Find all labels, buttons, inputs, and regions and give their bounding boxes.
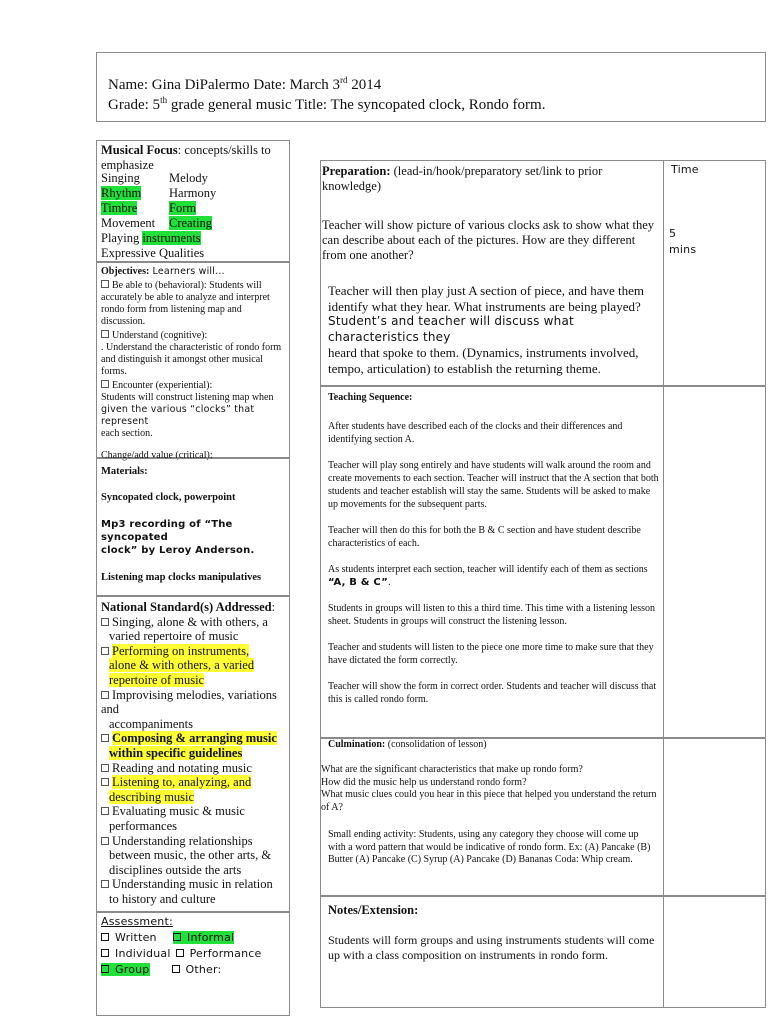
materials-section: Materials: Syncopated clock, powerpoint Mp3 recording of “The syncopated clock” by Leroy Anderson. Listening map clocks manipulatives bbox=[96, 458, 290, 596]
checkbox-icon bbox=[101, 880, 109, 888]
teaching-sequence-section: Teaching Sequence: After students have described each of the clocks and their differences and identifying section A. Teacher will play song entirely and have students will walk around the room and create movements to each section. Teacher will instruct that the A section that both students and teacher establish will stay the same. Students will be asked to make up movements for the subsequent parts. Teacher will then do this for both the B & C section and have student describe characteristics of each. As students interpret each section, teacher will identify each of them as sections “A, B & C”. Students in groups will listen to this a third time. This time with a listening lesson sheet. Students in groups will construct the listening lesson. Teacher and students will listen to the piece one more time to make sure that they have dictated the form correctly. Teacher will show the form in correct order. Students and teacher will discuss that this is called rondo form. bbox=[320, 386, 664, 738]
checkbox-icon bbox=[101, 330, 109, 338]
checkbox-icon bbox=[101, 949, 109, 957]
checkbox-icon bbox=[101, 647, 109, 655]
checkbox-icon bbox=[101, 965, 109, 973]
notes-section: Notes/Extension: Students will form groups and using instruments students will come up with a class composition on instruments in rondo form. bbox=[320, 896, 664, 1008]
assessment-section: Assessment: Written Informal Individual Performance Group Other: bbox=[96, 912, 290, 1016]
header-name-line: Name: Gina DiPalermo Date: March 3rd 2014 bbox=[108, 75, 382, 93]
header-grade-line: Grade: 5th grade general music Title: The syncopated clock, Rondo form. bbox=[108, 95, 546, 113]
checkbox-icon bbox=[101, 618, 109, 626]
checkbox-icon bbox=[101, 933, 109, 941]
checkbox-icon bbox=[101, 807, 109, 815]
checkbox-icon bbox=[173, 933, 181, 941]
checkbox-icon bbox=[101, 280, 109, 288]
national-standards-section: National Standard(s) Addressed: Singing, alone & with others, a varied repertoire of music Performing on instruments, alone & with others, a varied repertoire of music Improvising melodies, variations and accompaniments Composing & arranging music within specific guidelines Reading and notating music Listening to, analyzing, and describing music Evaluating music & music performances Understanding relationships between music, the other arts, & disciplines outside the arts Understanding music in relation to history and culture bbox=[96, 596, 290, 912]
culmination-section: Culmination: (consolidation of lesson) What are the significant characteristics that make up rondo form? How did the music help us understand rondo form? What music clues could you hear in this piece that helped you understand the return of A? Small ending activity: Students, using any category they choose will come up with a word pattern that would be indicative of rondo form. Ex: (A) Pancake (B) Butter (A) Pancake (C) Syrup (A) Pancake (D) Bananas Coda: Whip cream. bbox=[320, 738, 664, 896]
musical-focus-section: Musical Focus: concepts/skills to emphasize Singing Melody Rhythm Harmony Timbre Form Movement Creating Playing instruments Expressive Qualities bbox=[96, 140, 290, 262]
checkbox-icon bbox=[101, 778, 109, 786]
checkbox-icon bbox=[101, 380, 109, 388]
time-column bbox=[663, 386, 766, 738]
header-box bbox=[96, 52, 766, 122]
checkbox-icon bbox=[101, 837, 109, 845]
checkbox-icon bbox=[101, 764, 109, 772]
focus-grid: Singing Melody Rhythm Harmony Timbre Form Movement Creating Playing instruments Expressive Qualities bbox=[101, 171, 217, 260]
focus-label: Musical Focus bbox=[101, 143, 178, 157]
time-column bbox=[663, 896, 766, 1008]
checkbox-icon bbox=[101, 691, 109, 699]
time-column: Time 5 mins bbox=[663, 160, 766, 386]
checkbox-icon bbox=[176, 949, 184, 957]
preparation-section: Preparation: (lead-in/hook/preparatory set/link to prior knowledge) Teacher will show picture of various clocks ask to show what they can describe about each of the pictures. How are they different from one another? Teacher will then play just A section of piece, and have them identify what they hear. What instruments are being played? Student’s and teacher will discuss what characteristics they heard that spoke to them. (Dynamics, instruments involved, tempo, articulation) to establish the returning theme. bbox=[320, 160, 664, 386]
time-column bbox=[663, 738, 766, 896]
checkbox-icon bbox=[101, 734, 109, 742]
objectives-section: Objectives: Learners will… Be able to (behavioral): Students will accurately be able to analyze and interpret rondo form from listening map and discussion. Understand (cognitive): . Understand the characteristic of rondo form and distinguish it amongst other musical forms. Encounter (experiential): Students will construct listening map when given the various “clocks” that represent each section. Change/add value (critical): bbox=[96, 262, 290, 458]
checkbox-icon bbox=[172, 965, 180, 973]
